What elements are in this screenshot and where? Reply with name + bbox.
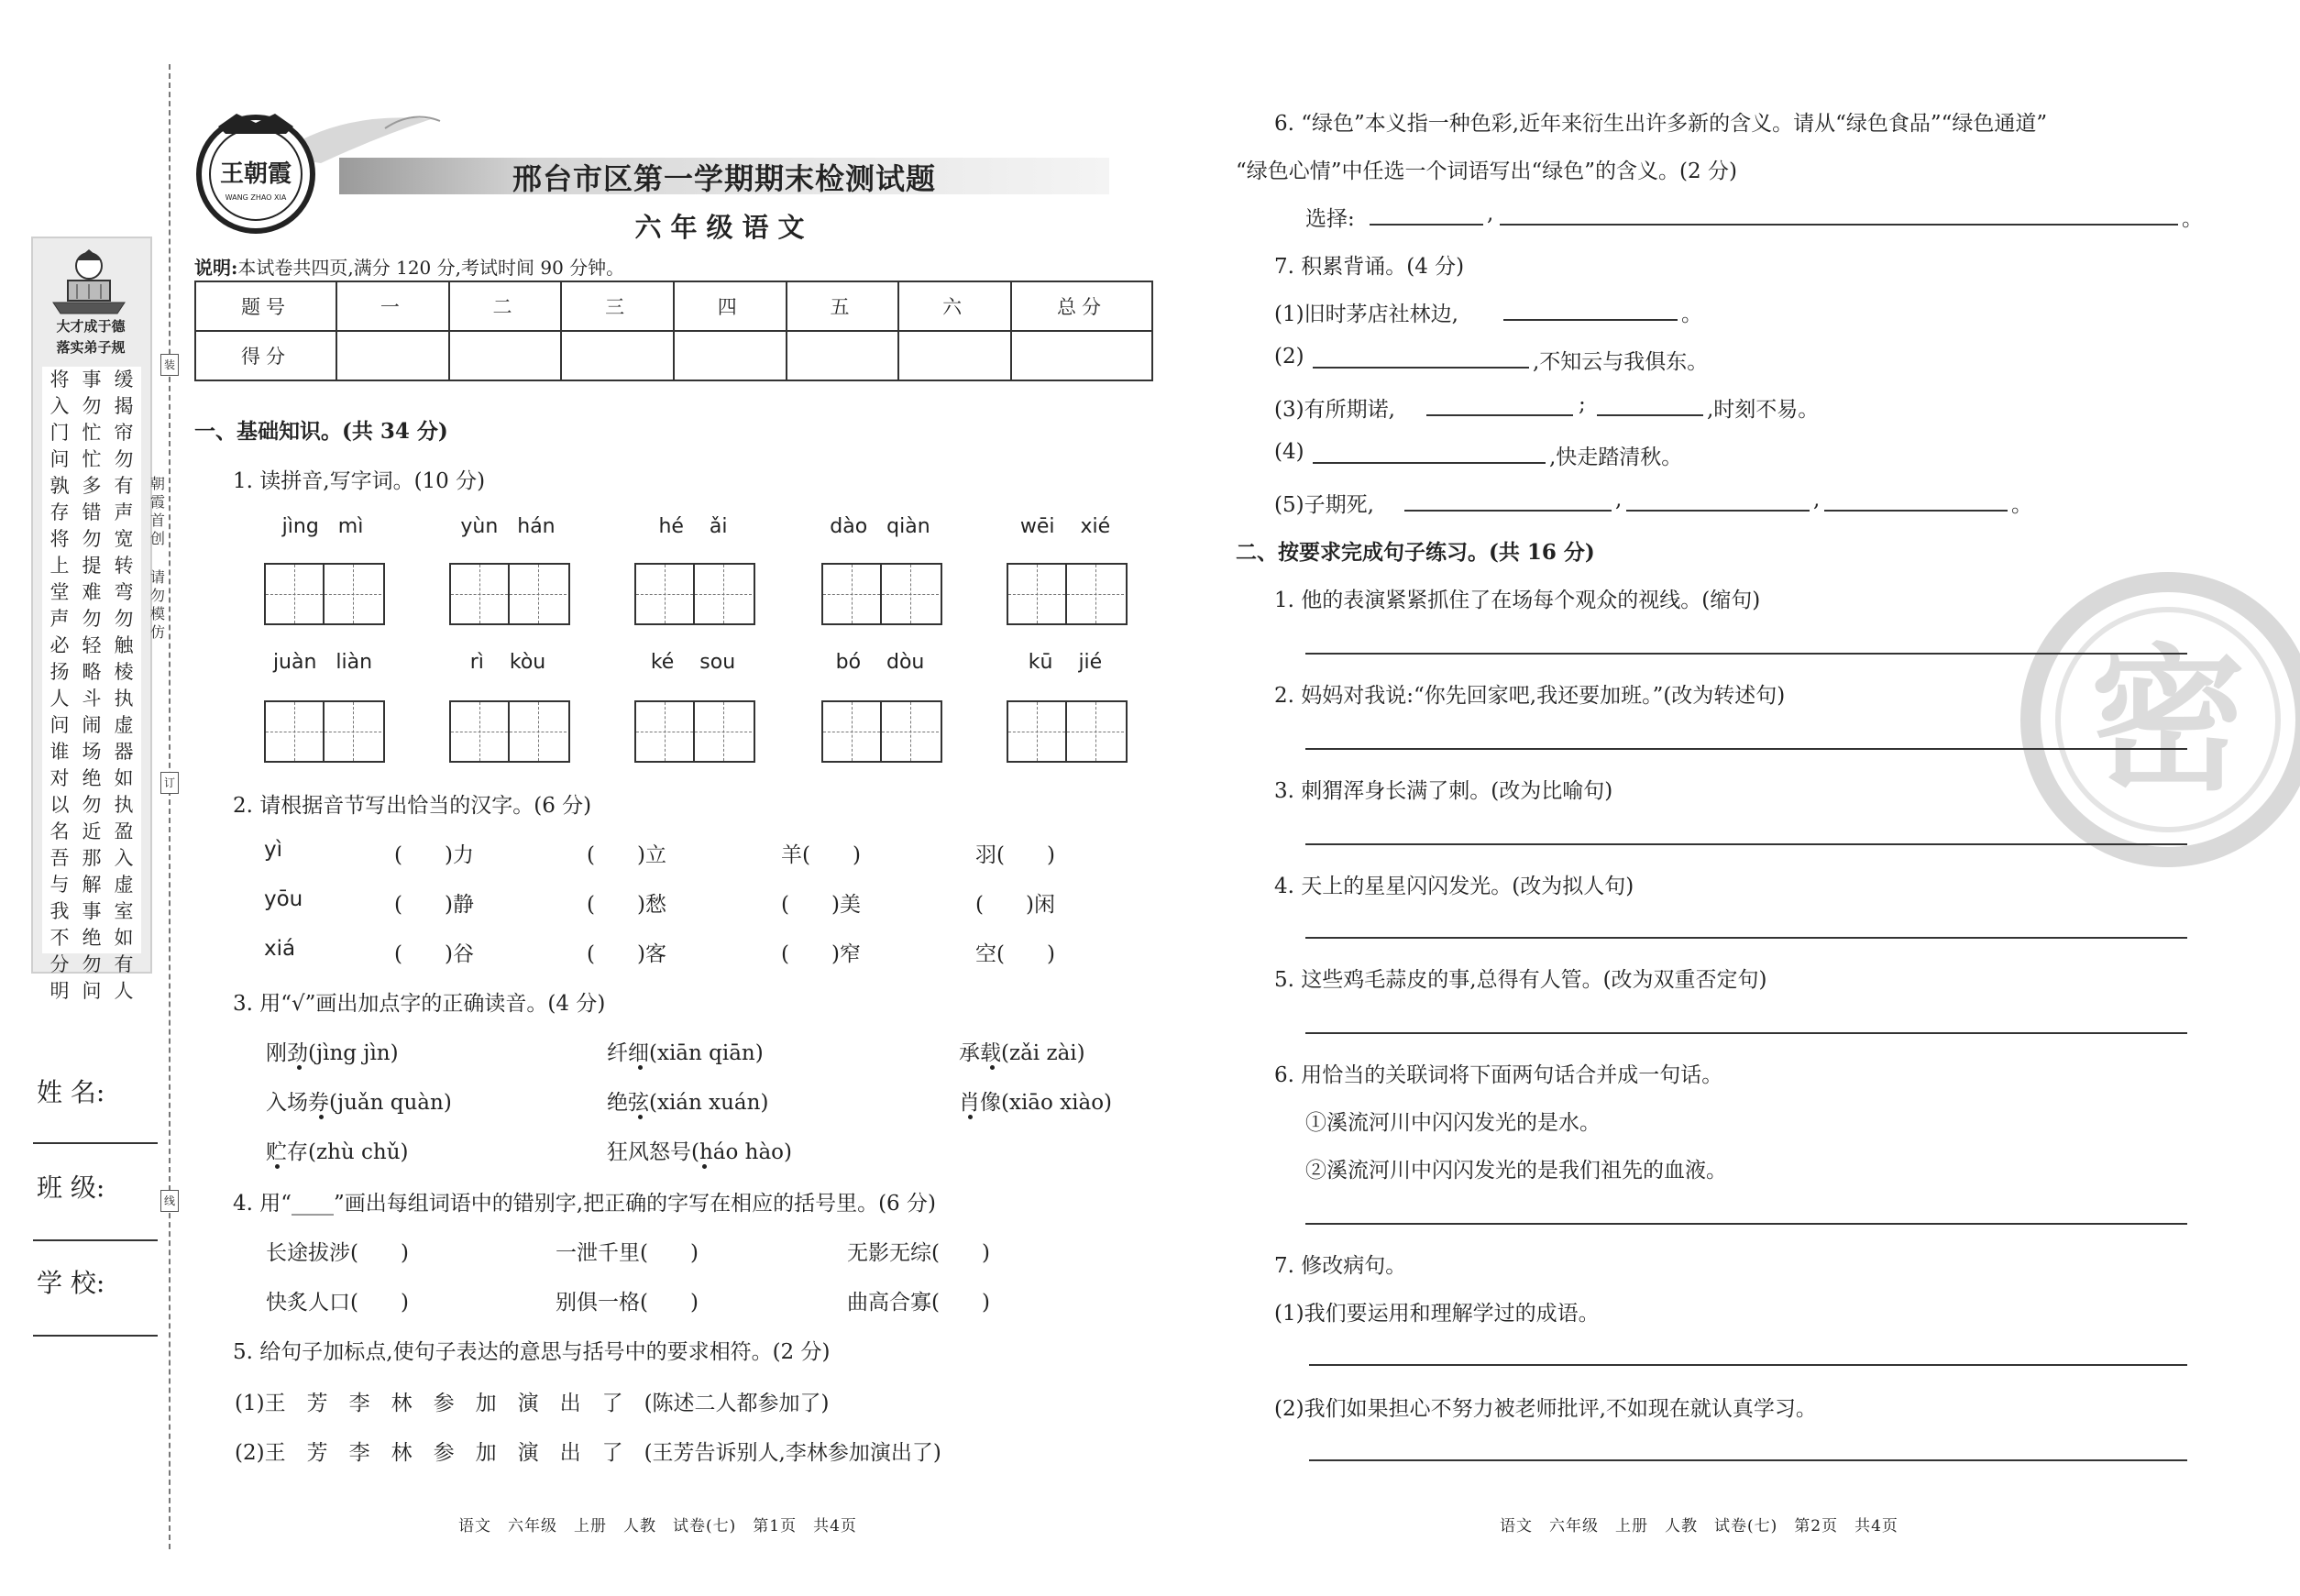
tianzige-box[interactable] — [264, 700, 385, 763]
q7-answer-line[interactable] — [1313, 367, 1529, 369]
score-cell[interactable] — [898, 331, 1011, 380]
note-text: 本试卷共四页,满分 120 分,考试时间 90 分钟。 — [237, 257, 625, 279]
score-cell[interactable] — [787, 331, 899, 380]
pinyin-prompt: hé ǎi — [658, 515, 728, 538]
q4-item[interactable]: 一泄千里( ) — [556, 1241, 699, 1265]
q3-item[interactable]: 纤细(xiān qiān) — [607, 1041, 764, 1065]
emphasis-dot — [968, 1115, 973, 1119]
section1-heading: 一、基础知识。(共 34 分) — [194, 419, 448, 444]
exam-subtitle: 六年级语文 — [634, 212, 814, 243]
q7-answer-line[interactable] — [1824, 510, 2008, 512]
pinyin-prompt: jìng mì — [281, 515, 364, 538]
q1-title: 1. 读拼音,写字词。(10 分) — [233, 469, 486, 493]
q6-text: “绿色心情”中任选一个词语写出“绿色”的含义。(2 分) — [1236, 160, 1737, 183]
punctuation: ; — [1579, 392, 1586, 416]
score-header-cell: 总分 — [1011, 281, 1152, 331]
score-cell[interactable] — [336, 331, 449, 380]
q7-item: ,时刻不易。 — [1707, 398, 1820, 422]
s2-answer-line[interactable] — [1309, 1364, 2187, 1366]
pinyin-prompt: wēi xié — [1019, 515, 1111, 538]
s2-answer-line[interactable] — [1305, 653, 2187, 655]
punctuation: 。 — [1681, 303, 1702, 326]
pinyin-prompt: dào qiàn — [830, 515, 930, 538]
q2-blank[interactable]: 羊( ) — [781, 843, 861, 867]
q4-item[interactable]: 快炙人口( ) — [266, 1291, 409, 1315]
pinyin-prompt: rì kòu — [469, 651, 546, 674]
score-cell[interactable] — [449, 331, 562, 380]
q6-meaning-line[interactable] — [1500, 224, 2178, 226]
class-input-line[interactable] — [33, 1239, 158, 1241]
slogan-line: 大才成于德 — [56, 318, 126, 335]
s2-q7-item: (2)我们如果担心不努力被老师批评,不如现在就认真学习。 — [1274, 1397, 1817, 1421]
q2-blank[interactable]: ( )力 — [394, 843, 474, 867]
page-footer-left: 语文 六年级 上册 人教 试卷(七) 第1页 共4页 — [458, 1517, 857, 1535]
s2-answer-line[interactable] — [1305, 748, 2187, 750]
q4-item[interactable]: 曲高合寡( ) — [847, 1291, 990, 1315]
s2-answer-line[interactable] — [1309, 1459, 2187, 1461]
q7-item: ,不知云与我俱东。 — [1533, 350, 1709, 374]
s2-question: 1. 他的表演紧紧抓住了在场每个观众的视线。(缩句) — [1274, 589, 1761, 612]
q4-item[interactable]: 别俱一格( ) — [556, 1291, 699, 1315]
brand-logo — [191, 106, 321, 237]
binding-dashed-line — [169, 64, 171, 1549]
emphasis-dot — [297, 1065, 302, 1070]
emphasis-dot — [319, 1115, 324, 1119]
q7-item: (2) — [1274, 345, 1304, 369]
q7-item: ,快走踏清秋。 — [1549, 446, 1683, 469]
pinyin-prompt: bó dòu — [835, 651, 925, 674]
score-header-cell: 五 — [787, 281, 899, 331]
emphasis-dot — [702, 1164, 707, 1169]
q2-blank[interactable]: ( )窄 — [781, 942, 861, 966]
section2-heading: 二、按要求完成句子练习。(共 16 分) — [1236, 540, 1595, 565]
tianzige-box[interactable] — [449, 700, 570, 763]
school-label: 学 校: — [37, 1268, 105, 1298]
q4-title: 4. 用“____”画出每组词语中的错别字,把正确的字写在相应的括号里。(6 分) — [233, 1192, 936, 1216]
binding-mark: 订 — [160, 772, 179, 794]
q6-choice-line[interactable] — [1370, 224, 1483, 226]
q7-answer-line[interactable] — [1426, 414, 1573, 416]
punctuation: , — [1487, 202, 1494, 226]
q2-blank[interactable]: ( )愁 — [587, 893, 666, 917]
score-header-cell: 一 — [336, 281, 449, 331]
q2-blank[interactable]: ( )客 — [587, 942, 666, 966]
tianzige-box[interactable] — [449, 563, 570, 625]
tianzige-box[interactable] — [821, 700, 942, 763]
score-cell[interactable] — [561, 331, 674, 380]
s2-q6-sentence: ①溪流河川中闪闪发光的是水。 — [1305, 1111, 1601, 1135]
copyright-vertical-note: 朝霞首创 — [149, 475, 165, 547]
s2-q7-item: (1)我们要运用和理解学过的成语。 — [1274, 1302, 1600, 1326]
tianzige-box[interactable] — [821, 563, 942, 625]
score-cell[interactable] — [674, 331, 787, 380]
q3-item[interactable]: 狂风怒号(háo hào) — [607, 1140, 793, 1164]
page-footer-right: 语文 六年级 上册 人教 试卷(七) 第2页 共4页 — [1500, 1517, 1898, 1535]
emphasis-dot — [638, 1115, 643, 1119]
q2-syllable: xiá — [264, 937, 296, 961]
q7-answer-line[interactable] — [1313, 462, 1546, 464]
score-table-score-row — [195, 331, 1152, 380]
q5-sentence[interactable]: (1)王 芳 李 林 参 加 演 出 了 (陈述二人都参加了) — [235, 1392, 830, 1415]
school-input-line[interactable] — [33, 1335, 158, 1337]
student-reading-illustration — [40, 248, 138, 317]
q4-item[interactable]: 长途拔涉( ) — [266, 1241, 409, 1265]
q2-title: 2. 请根据音节写出恰当的汉字。(6 分) — [233, 794, 592, 818]
name-label: 姓 名: — [37, 1077, 105, 1107]
motto-column: 事勿忙忙多错勿提难勿轻略斗闹场绝勿近那解事绝勿问 — [82, 369, 102, 1002]
punctuation: 。 — [2011, 493, 2032, 517]
exam-title: 邢台市区第一学期期末检测试题 — [512, 161, 936, 196]
q3-item[interactable]: 承载(zǎi zài) — [959, 1041, 1085, 1065]
s2-question: 3. 刺猬浑身长满了刺。(改为比喻句) — [1274, 779, 1613, 803]
q3-item[interactable]: 贮存(zhù chǔ) — [266, 1140, 409, 1164]
q4-item[interactable]: 无影无综( ) — [847, 1241, 990, 1265]
score-cell[interactable] — [1011, 331, 1152, 380]
q7-answer-line[interactable] — [1626, 510, 1810, 512]
q7-answer-line[interactable] — [1503, 319, 1678, 321]
s2-question: 5. 这些鸡毛蒜皮的事,总得有人管。(改为双重否定句) — [1274, 968, 1767, 992]
q7-item: (5)子期死, — [1274, 493, 1374, 517]
pinyin-prompt: juàn liàn — [272, 651, 373, 674]
punctuation: , — [1615, 488, 1623, 512]
emphasis-dot — [990, 1065, 995, 1070]
q2-blank[interactable]: ( )闲 — [975, 893, 1055, 917]
tianzige-box[interactable] — [264, 563, 385, 625]
score-header-cell: 四 — [674, 281, 787, 331]
q3-item[interactable]: 入场券(juǎn quàn) — [266, 1091, 452, 1115]
q2-blank[interactable]: ( )美 — [781, 893, 861, 917]
score-row-label: 得分 — [195, 331, 336, 380]
q6-text: 6. “绿色”本义指一种色彩,近年来衍生出许多新的含义。请从“绿色食品”“绿色通道” — [1274, 112, 2048, 136]
class-label: 班 级: — [37, 1172, 105, 1203]
emphasis-dot — [638, 1065, 643, 1070]
exam-note — [194, 253, 624, 280]
motto-text-area — [42, 367, 141, 1002]
q5-title: 5. 给句子加标点,使句子表达的意思与括号中的要求相符。(2 分) — [233, 1340, 831, 1364]
s2-answer-line[interactable] — [1305, 843, 2187, 845]
logo-text: 王朝霞 — [219, 160, 292, 188]
s2-question: 4. 天上的星星闪闪发光。(改为拟人句) — [1274, 875, 1634, 898]
tianzige-box[interactable] — [1007, 563, 1128, 625]
pinyin-prompt: yùn hán — [460, 515, 556, 538]
slogan-line: 落实弟子规 — [56, 339, 126, 356]
score-header-cell: 六 — [898, 281, 1011, 331]
s2-question: 7. 修改病句。 — [1274, 1254, 1407, 1278]
q7-item: (4) — [1274, 440, 1304, 464]
q7-item: (1)旧时茅店社林边, — [1274, 303, 1458, 326]
q2-blank[interactable]: 羽( ) — [975, 843, 1055, 867]
q7-answer-line[interactable] — [1404, 510, 1612, 512]
tianzige-box[interactable] — [634, 700, 755, 763]
q2-blank[interactable]: ( )静 — [394, 893, 474, 917]
q3-item[interactable]: 肖像(xiāo xiào) — [959, 1091, 1113, 1115]
seal-text: 密 — [2089, 629, 2247, 812]
s2-question: 2. 妈妈对我说:“你先回家吧,我还要加班。”(改为转述句) — [1274, 684, 1786, 708]
s2-answer-line[interactable] — [1305, 937, 2187, 939]
score-table — [194, 281, 1153, 381]
binding-mark: 线 — [160, 1190, 179, 1212]
motto-column: 将入门问孰存将上堂声必扬人问谁对以名吾与我不分明 — [50, 369, 70, 1002]
pinyin-prompt: ké sou — [650, 651, 736, 674]
q7-title: 7. 积累背诵。(4 分) — [1274, 255, 1465, 279]
q2-syllable: yì — [264, 838, 283, 862]
copyright-vertical-note: 请勿模仿 — [149, 568, 165, 641]
name-input-line[interactable] — [33, 1142, 158, 1144]
q2-syllable: yōu — [264, 887, 303, 911]
s2-answer-line[interactable] — [1305, 1223, 2187, 1225]
tianzige-box[interactable] — [634, 563, 755, 625]
score-header-cell: 题号 — [195, 281, 336, 331]
q2-blank[interactable]: ( )谷 — [394, 942, 474, 966]
q3-title: 3. 用“√”画出加点字的正确读音。(4 分) — [233, 992, 606, 1016]
q2-blank[interactable]: 空( ) — [975, 942, 1055, 966]
score-header-cell: 三 — [561, 281, 674, 331]
punctuation: 。 — [2182, 207, 2203, 231]
logo-subtext: WANG ZHAO XIA — [225, 193, 287, 202]
q3-item[interactable]: 刚劲(jìng jìn) — [266, 1041, 399, 1065]
emphasis-dot — [275, 1164, 280, 1169]
q7-item: (3)有所期诺, — [1274, 398, 1395, 422]
pinyin-prompt: kū jié — [1028, 651, 1103, 674]
s2-q6-sentence: ②溪流河川中闪闪发光的是我们祖先的血液。 — [1305, 1159, 1727, 1183]
s2-question: 6. 用恰当的关联词将下面两句话合并成一句话。 — [1274, 1063, 1723, 1087]
confidential-seal — [2017, 568, 2300, 871]
score-table-header-row — [195, 281, 1152, 331]
s2-answer-line[interactable] — [1305, 1032, 2187, 1034]
q6-select-label: 选择: — [1305, 207, 1355, 231]
q3-item[interactable]: 绝弦(xián xuán) — [607, 1091, 769, 1115]
punctuation: , — [1813, 488, 1821, 512]
q5-sentence[interactable]: (2)王 芳 李 林 参 加 演 出 了 (王芳告诉别人,李林参加演出了) — [235, 1441, 941, 1465]
q7-answer-line[interactable] — [1597, 414, 1703, 416]
tianzige-box[interactable] — [1007, 700, 1128, 763]
score-header-cell: 二 — [449, 281, 562, 331]
binding-mark: 装 — [160, 354, 179, 376]
motto-column: 缓揭帘勿有声宽转弯勿触棱执虚器如执盈入虚室如有人 — [114, 369, 134, 1002]
note-label: 说明: — [194, 257, 238, 279]
q2-blank[interactable]: ( )立 — [587, 843, 666, 867]
